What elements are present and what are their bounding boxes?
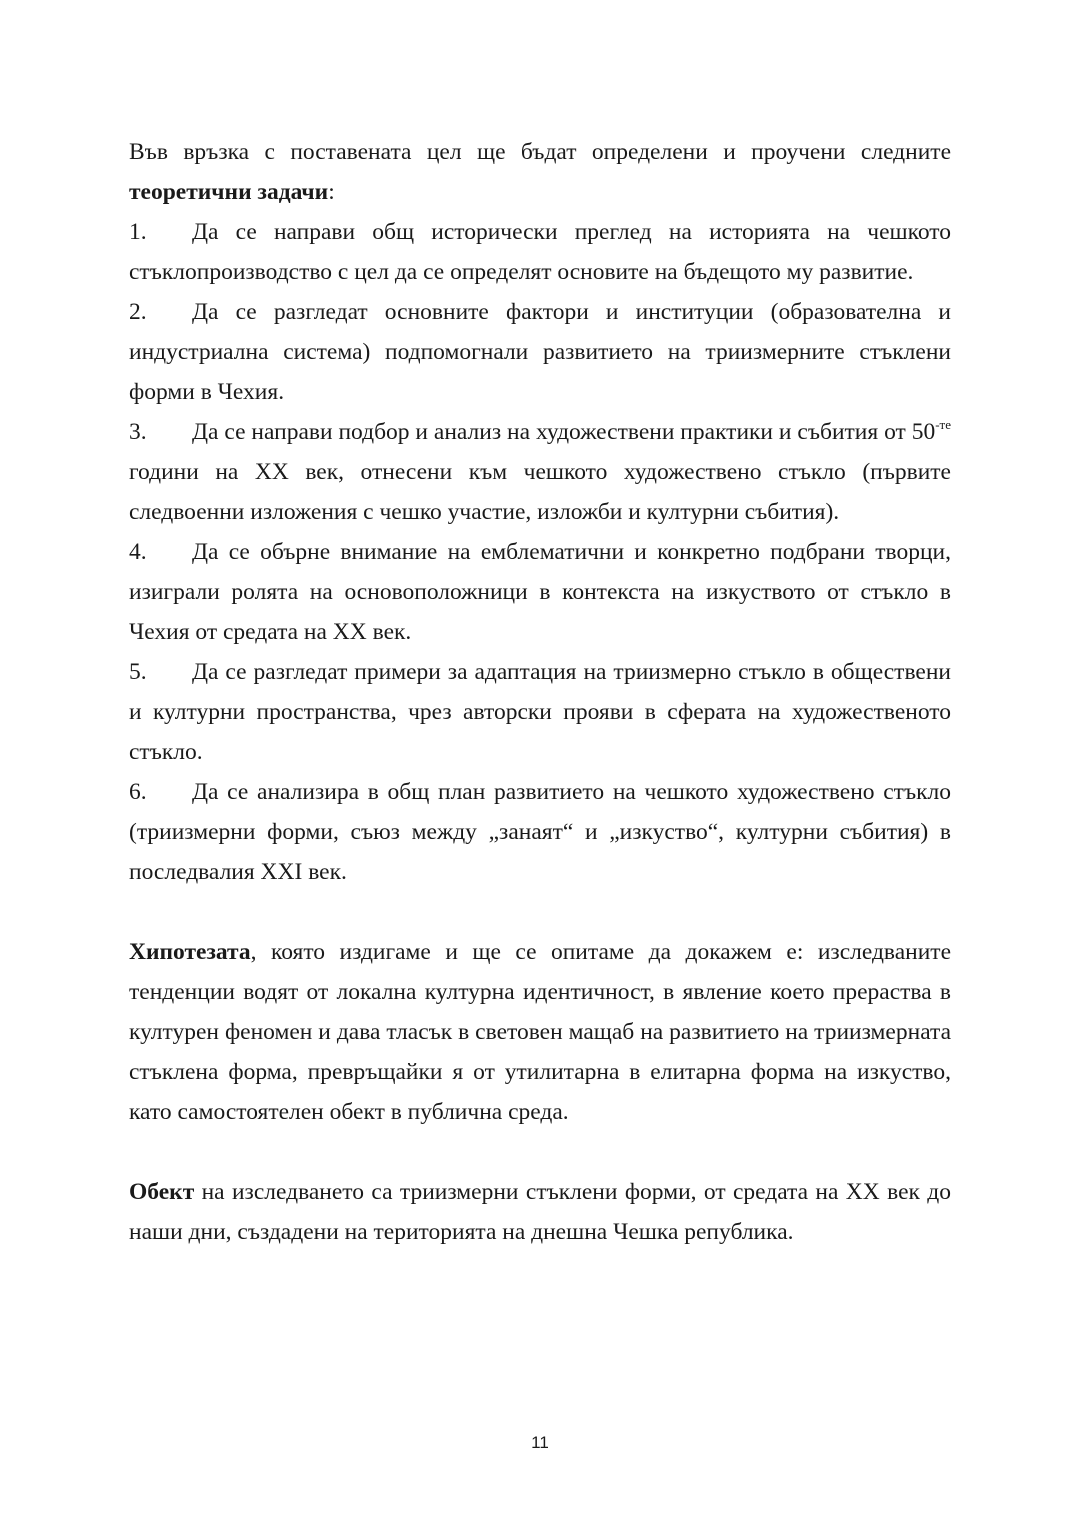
task-item-4 <box>129 532 951 652</box>
task-number: 4. <box>129 539 147 565</box>
hypothesis-text: , която издигаме и ще се опитаме да докажем е: изследваните тенденции водят от локална културна идентичност, в явление което прераства в културен феномен и дава тласък в световен мащаб на развитието на триизмерната стъклена форма, превръщайки я от утилитарна в елитарна форма на изкуство, като самостоятелен обект в публична среда. <box>129 939 951 1125</box>
task-item-6 <box>129 772 951 892</box>
hypothesis-bold: Хипотезата <box>129 939 251 965</box>
task-number: 3. <box>129 419 147 445</box>
task-number: 2. <box>129 299 147 325</box>
task-item-1 <box>129 212 951 292</box>
task-text: Да се разгледат примери за адаптация на триизмерно стъкло в обществени и културни пространства, чрез авторски прояви в сферата на художественото стъкло. <box>129 659 951 765</box>
task-text: Да се анализира в общ план развитието на чешкото художествено стъкло (триизмерни форми, съюз между „занаят“ и „изкуство“, културни събития) в последвалия ХХI век. <box>129 779 951 885</box>
paragraph-gap <box>129 892 951 932</box>
task-text-after: години на ХХ век, отнесени към чешкото художествено стъкло (първите следвоенни изложения с чешко участие, изложби и културни събития). <box>129 459 951 525</box>
task-number: 6. <box>129 779 147 805</box>
object-bold: Обект <box>129 1179 195 1205</box>
page-content <box>129 132 951 1252</box>
task-number: 5. <box>129 659 147 685</box>
object-paragraph <box>129 1172 951 1252</box>
paragraph-gap <box>129 1132 951 1172</box>
task-number: 1. <box>129 219 147 245</box>
task-superscript: -те <box>935 417 951 432</box>
task-item-5 <box>129 652 951 772</box>
hypothesis-paragraph <box>129 932 951 1132</box>
task-item-2 <box>129 292 951 412</box>
task-text: Да се направи общ исторически преглед на историята на чешкото стъклопроизводство с цел да се определят основите на бъдещото му развитие. <box>129 219 951 285</box>
intro-bold: теоретични задачи <box>129 179 329 205</box>
page-number: 11 <box>531 1433 549 1452</box>
object-text: на изследването са триизмерни стъклени форми, от средата на ХХ век до наши дни, създадени на територията на днешна Чешка република. <box>129 1179 951 1245</box>
task-text: Да се разгледат основните фактори и институции (образователна и индустриална система) подпомогнали развитието на триизмерните стъклени форми в Чехия. <box>129 299 951 405</box>
task-text: Да се обърне внимание на емблематични и конкретно подбрани творци, изиграли ролята на основоположници в контекста на изкуството от стъкло в Чехия от средата на ХХ век. <box>129 539 951 645</box>
intro-paragraph <box>129 132 951 212</box>
task-text-before: Да се направи подбор и анализ на художествени практики и събития от 50 <box>192 419 936 445</box>
intro-text: Във връзка с поставената цел ще бъдат определени и проучени следните <box>129 139 951 165</box>
task-item-3 <box>129 412 951 532</box>
intro-tail: : <box>328 179 335 205</box>
